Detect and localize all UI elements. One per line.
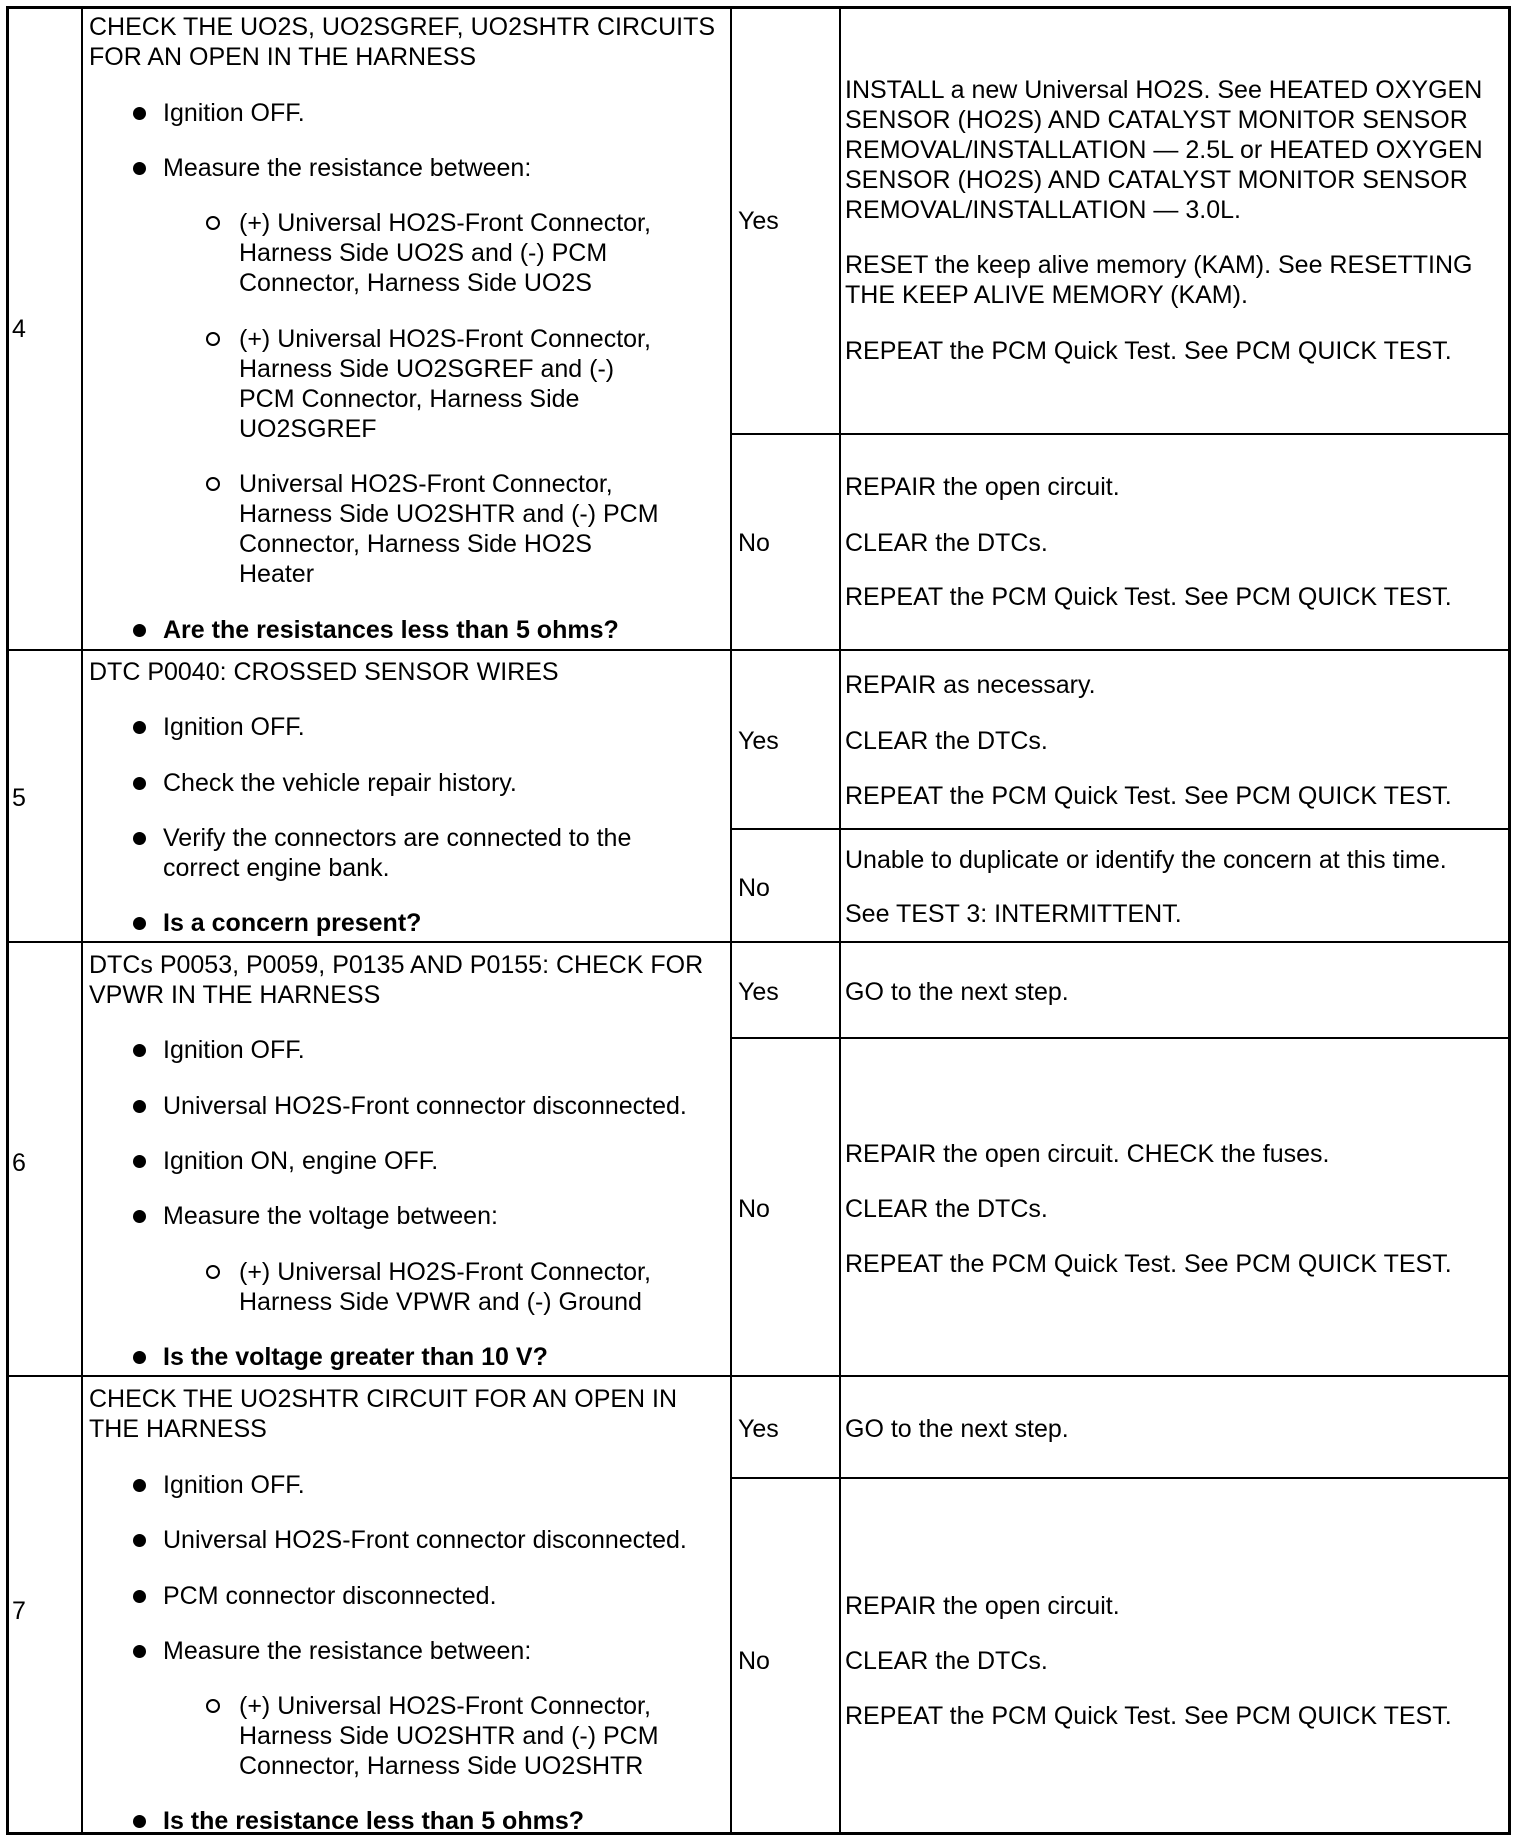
step-number: 6 — [12, 1149, 26, 1177]
step-title: DTCs P0053, P0059, P0135 AND P0155: CHECK FOR — [89, 951, 704, 979]
step-subitem: Connector, Harness Side UO2SHTR — [239, 1752, 644, 1780]
yes-action: RESET the keep alive memory (KAM). See RESETTING — [845, 251, 1473, 279]
step-instruction: Ignition OFF. — [163, 713, 305, 741]
yes-action: GO to the next step. — [845, 1415, 1069, 1443]
yes-action: THE KEEP ALIVE MEMORY (KAM). — [845, 281, 1248, 309]
bullet-dot — [133, 1534, 146, 1547]
step-instruction: Universal HO2S-Front connector disconnected. — [163, 1092, 687, 1120]
step-subitem: Harness Side UO2SGREF and (-) — [239, 355, 615, 383]
step-question: Are the resistances less than 5 ohms? — [163, 616, 619, 644]
step-subitem: Connector, Harness Side UO2S — [239, 269, 592, 297]
sub-bullet-circle — [206, 1699, 220, 1713]
no-action: REPAIR the open circuit. CHECK the fuses. — [845, 1140, 1330, 1168]
step-instruction: Measure the resistance between: — [163, 1637, 532, 1665]
cell-divider — [731, 828, 1511, 830]
cell-divider — [731, 433, 1511, 435]
bullet-dot — [133, 777, 146, 790]
step-instruction: Measure the voltage between: — [163, 1202, 498, 1230]
no-label: No — [738, 874, 770, 902]
no-action: See TEST 3: INTERMITTENT. — [845, 900, 1182, 928]
step-subitem: Harness Side UO2S and (-) PCM — [239, 239, 608, 267]
no-action: REPEAT the PCM Quick Test. See PCM QUICK TEST. — [845, 1702, 1452, 1730]
no-label: No — [738, 1647, 770, 1675]
sub-bullet-circle — [206, 477, 220, 491]
bullet-dot — [133, 1351, 146, 1364]
bullet-dot — [133, 107, 146, 120]
step-instruction: Verify the connectors are connected to the — [163, 824, 632, 852]
step-number: 7 — [12, 1597, 26, 1625]
bullet-dot — [133, 162, 146, 175]
diagnostic-table — [6, 6, 1511, 1835]
bullet-dot — [133, 624, 146, 637]
yes-action: REPEAT the PCM Quick Test. See PCM QUICK TEST. — [845, 337, 1452, 365]
step-subitem: UO2SGREF — [239, 415, 377, 443]
yes-action: SENSOR (HO2S) AND CATALYST MONITOR SENSOR — [845, 106, 1468, 134]
bullet-dot — [133, 1210, 146, 1223]
yes-label: Yes — [738, 978, 779, 1006]
cell-divider — [731, 1477, 1511, 1479]
step-title: CHECK THE UO2SHTR CIRCUIT FOR AN OPEN IN — [89, 1385, 678, 1413]
yes-action: INSTALL a new Universal HO2S. See HEATED OXYGEN — [845, 76, 1483, 104]
step-instruction: Measure the resistance between: — [163, 154, 532, 182]
step-instruction: Ignition OFF. — [163, 1471, 305, 1499]
sub-bullet-circle — [206, 216, 220, 230]
bullet-dot — [133, 1100, 146, 1113]
sub-bullet-circle — [206, 332, 220, 346]
step-subitem: Harness Side VPWR and (-) Ground — [239, 1288, 642, 1316]
step-number: 4 — [12, 315, 26, 343]
no-label: No — [738, 529, 770, 557]
step-subitem: (+) Universal HO2S-Front Connector, — [239, 209, 651, 237]
no-action: CLEAR the DTCs. — [845, 1647, 1048, 1675]
step-instruction: correct engine bank. — [163, 854, 390, 882]
step-question: Is a concern present? — [163, 909, 422, 937]
yes-action: CLEAR the DTCs. — [845, 727, 1048, 755]
step-title: THE HARNESS — [89, 1415, 267, 1443]
yes-action: REPEAT the PCM Quick Test. See PCM QUICK TEST. — [845, 782, 1452, 810]
step-title: DTC P0040: CROSSED SENSOR WIRES — [89, 658, 559, 686]
column-divider — [81, 6, 83, 1835]
yes-action: GO to the next step. — [845, 978, 1069, 1006]
no-action: REPAIR the open circuit. — [845, 473, 1120, 501]
step-subitem: Universal HO2S-Front Connector, — [239, 470, 613, 498]
yes-action: SENSOR (HO2S) AND CATALYST MONITOR SENSOR — [845, 166, 1468, 194]
bullet-dot — [133, 1155, 146, 1168]
no-action: CLEAR the DTCs. — [845, 529, 1048, 557]
step-subitem: (+) Universal HO2S-Front Connector, — [239, 1258, 651, 1286]
step-title: FOR AN OPEN IN THE HARNESS — [89, 43, 477, 71]
row-divider — [6, 649, 1511, 651]
step-instruction: PCM connector disconnected. — [163, 1582, 497, 1610]
step-instruction: Universal HO2S-Front connector disconnected. — [163, 1526, 687, 1554]
column-divider — [839, 6, 841, 1835]
yes-action: REMOVAL/INSTALLATION — 3.0L. — [845, 196, 1241, 224]
step-instruction: Ignition OFF. — [163, 99, 305, 127]
no-action: Unable to duplicate or identify the concern at this time. — [845, 846, 1447, 874]
bullet-dot — [133, 1044, 146, 1057]
bullet-dot — [133, 1590, 146, 1603]
step-subitem: Harness Side UO2SHTR and (-) PCM — [239, 500, 659, 528]
step-instruction: Ignition OFF. — [163, 1036, 305, 1064]
yes-label: Yes — [738, 207, 779, 235]
step-subitem: Harness Side UO2SHTR and (-) PCM — [239, 1722, 659, 1750]
row-divider — [6, 1375, 1511, 1377]
step-subitem: Connector, Harness Side HO2S — [239, 530, 592, 558]
sub-bullet-circle — [206, 1265, 220, 1279]
yes-action: REMOVAL/INSTALLATION — 2.5L or HEATED OXYGEN — [845, 136, 1483, 164]
no-action: CLEAR the DTCs. — [845, 1195, 1048, 1223]
step-question: Is the resistance less than 5 ohms? — [163, 1807, 584, 1835]
no-label: No — [738, 1195, 770, 1223]
no-action: REPEAT the PCM Quick Test. See PCM QUICK TEST. — [845, 583, 1452, 611]
step-subitem: PCM Connector, Harness Side — [239, 385, 580, 413]
bullet-dot — [133, 917, 146, 930]
step-subitem: Heater — [239, 560, 315, 588]
step-question: Is the voltage greater than 10 V? — [163, 1343, 548, 1371]
step-title: VPWR IN THE HARNESS — [89, 981, 381, 1009]
no-action: REPEAT the PCM Quick Test. See PCM QUICK TEST. — [845, 1250, 1452, 1278]
bullet-dot — [133, 832, 146, 845]
yes-label: Yes — [738, 727, 779, 755]
step-subitem: (+) Universal HO2S-Front Connector, — [239, 1692, 651, 1720]
bullet-dot — [133, 1815, 146, 1828]
bullet-dot — [133, 1479, 146, 1492]
cell-divider — [731, 1037, 1511, 1039]
yes-action: REPAIR as necessary. — [845, 671, 1096, 699]
step-number: 5 — [12, 784, 26, 812]
bullet-dot — [133, 1645, 146, 1658]
bullet-dot — [133, 721, 146, 734]
step-title: CHECK THE UO2S, UO2SGREF, UO2SHTR CIRCUITS — [89, 13, 716, 41]
step-instruction: Ignition ON, engine OFF. — [163, 1147, 439, 1175]
column-divider — [730, 6, 732, 1835]
no-action: REPAIR the open circuit. — [845, 1592, 1120, 1620]
row-divider — [6, 941, 1511, 943]
step-instruction: Check the vehicle repair history. — [163, 769, 517, 797]
step-subitem: (+) Universal HO2S-Front Connector, — [239, 325, 651, 353]
yes-label: Yes — [738, 1415, 779, 1443]
